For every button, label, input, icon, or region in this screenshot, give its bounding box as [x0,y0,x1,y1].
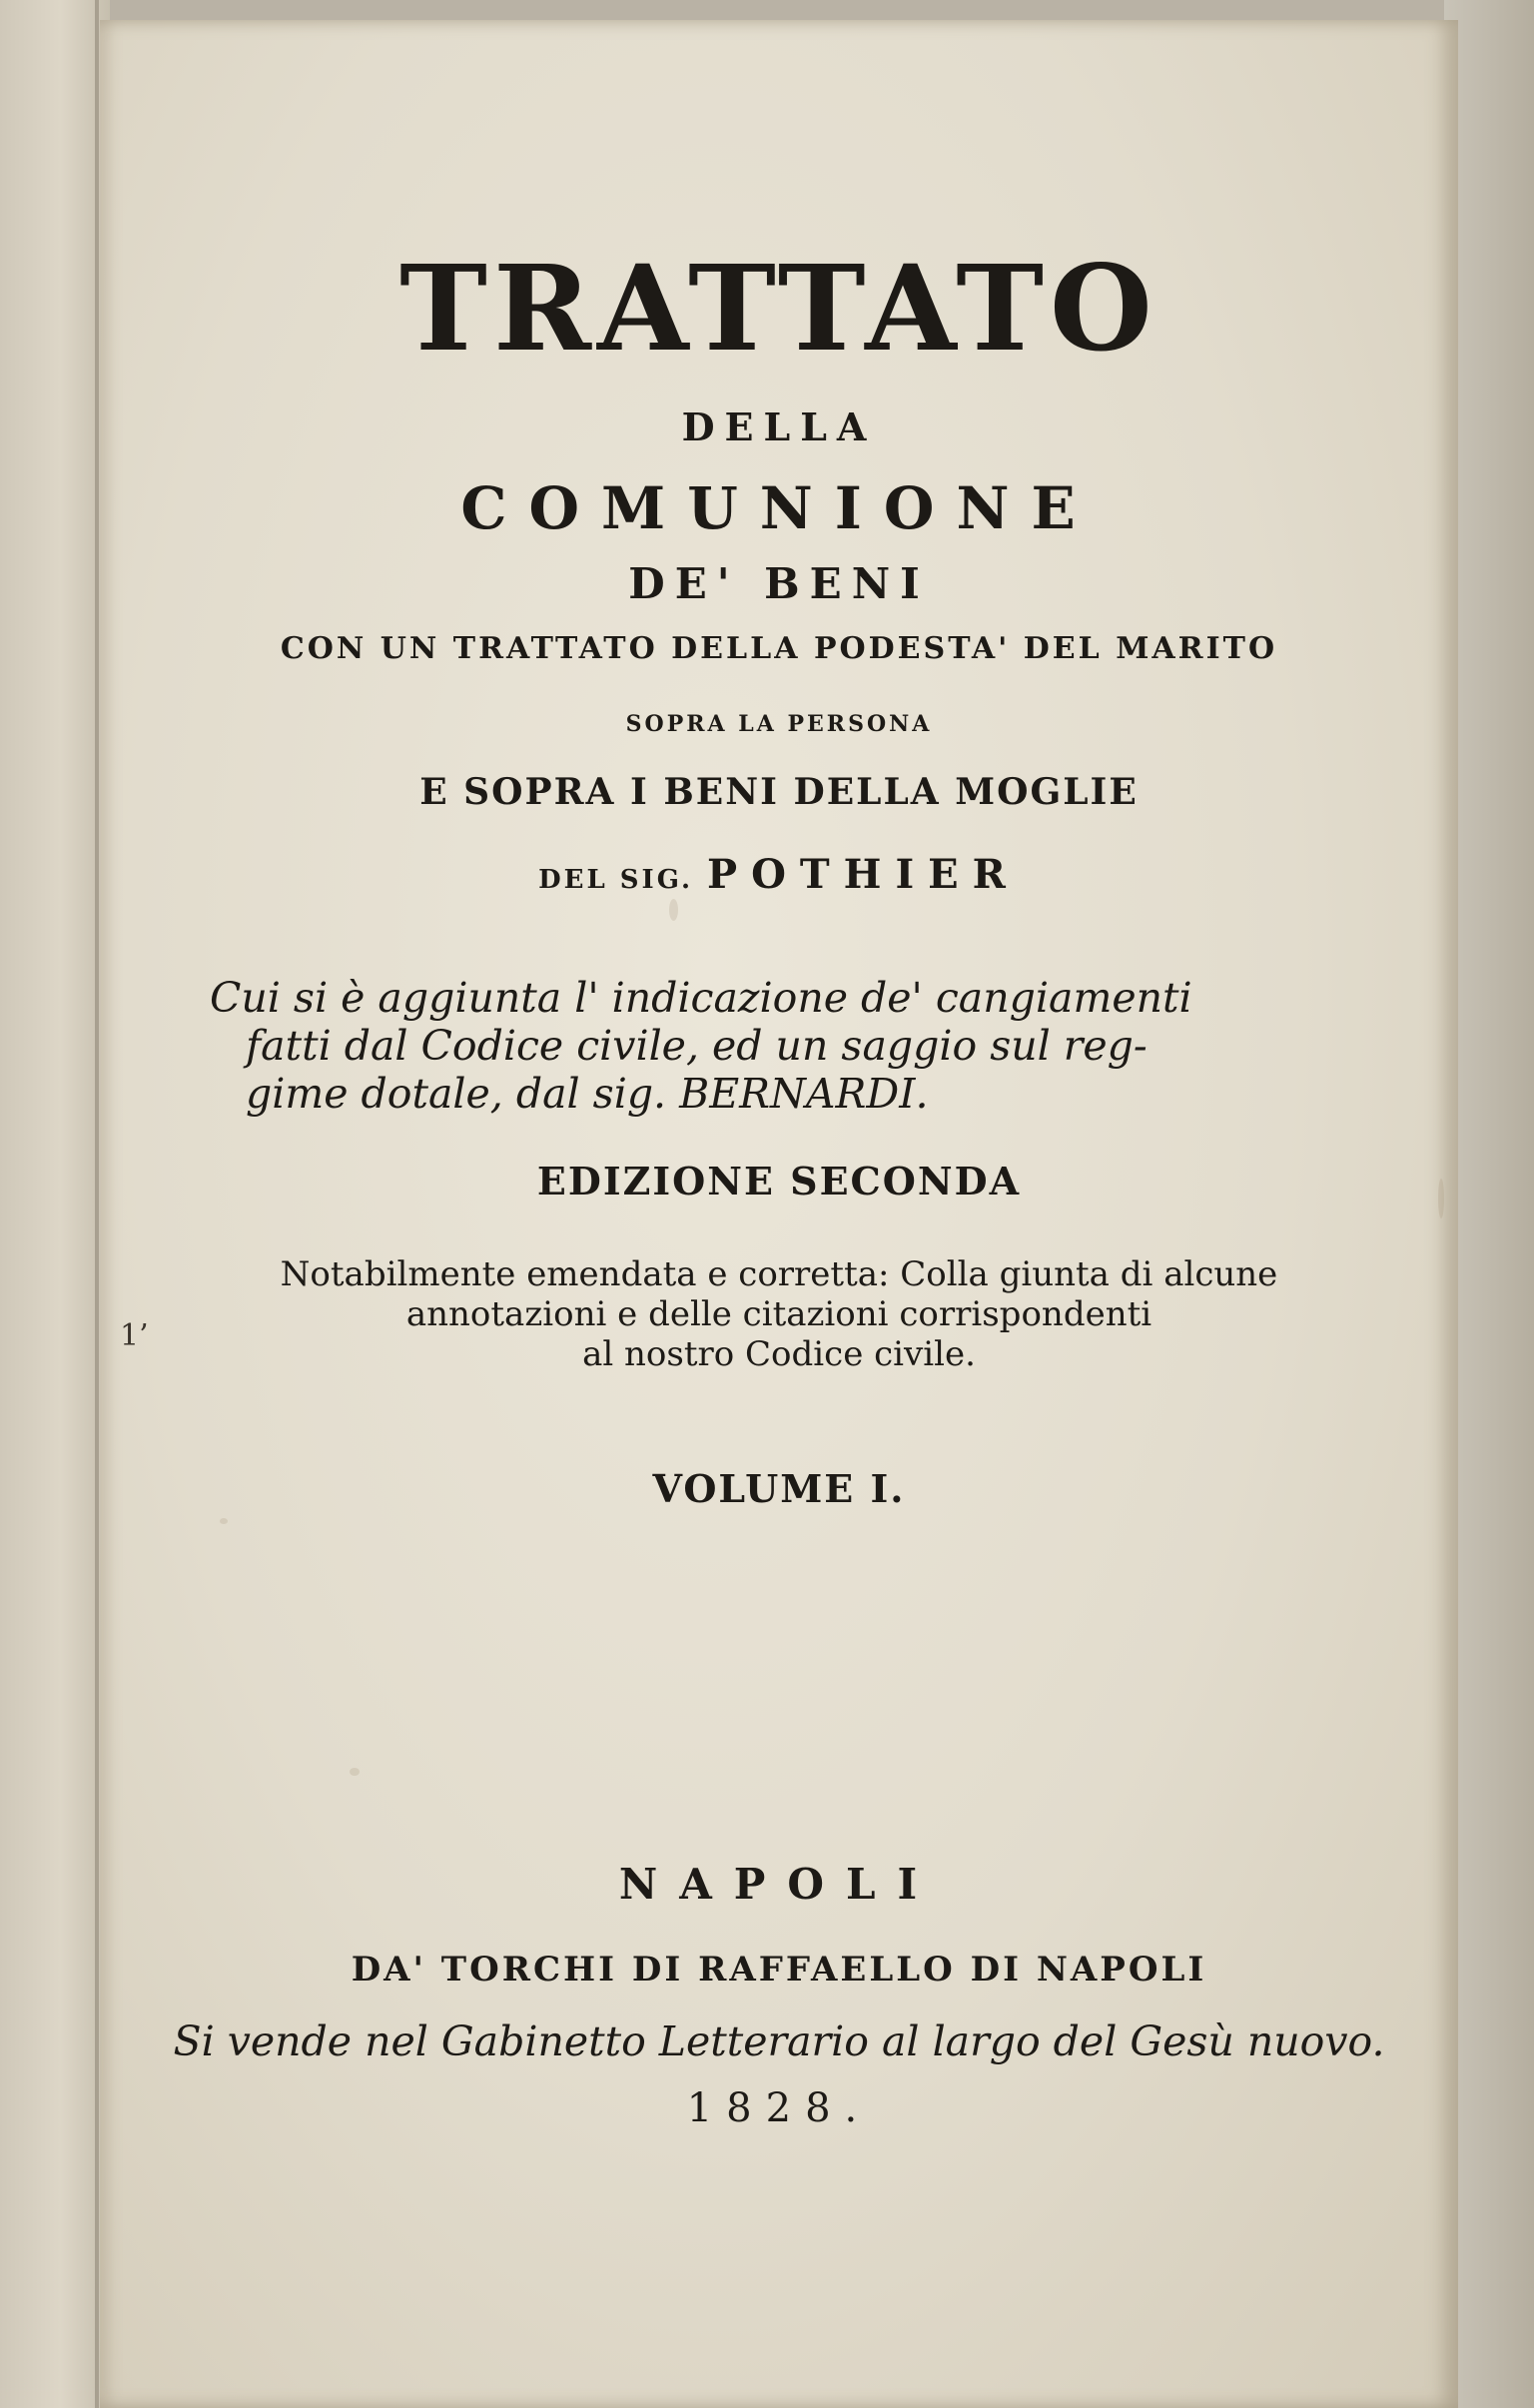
notes-line-3: al nostro Codice civile. [582,1334,976,1374]
additions-paragraph [210,974,1328,1118]
edition: EDIZIONE SECONDA [536,1159,1022,1204]
subtitle-line-2: SOPRA LA PERSONA [625,711,933,737]
subtitle-line-1: CON UN TRATTATO DELLA PODESTA' DEL MARITO [280,631,1278,666]
additions-line-3: gime dotale, dal sig. BERNARDI. [246,1070,929,1118]
page-gutter-line [95,0,99,2408]
foxing-spot [350,1768,360,1776]
additions-line-1: Cui si è aggiunta l' indicazione de' cangiamenti [210,974,1192,1022]
notes-line-2: annotazioni e delle citazioni corrispondenti [405,1294,1152,1334]
volume-number: VOLUME I. [652,1466,906,1511]
imprint-city: NAPOLI [618,1860,940,1909]
notes-line-1: Notabilmente emendata e corretta: Colla giunta di alcune [280,1254,1278,1294]
author-line [100,851,1458,898]
title-comunione: COMUNIONE [460,474,1098,542]
title-debeni: DE' BENI [628,559,930,608]
title-page [100,20,1458,2408]
additions-line-2: fatti dal Codice civile, ed un saggio sul reg- [246,1022,1148,1070]
subtitle-line-3: E SOPRA I BENI DELLA MOGLIE [419,771,1139,813]
adjacent-page-edge [0,0,110,2408]
author-prefix: DEL SIG. [538,865,694,895]
book-title: TRATTATO [399,239,1158,378]
title-della: DELLA [681,404,877,449]
foxing-spot [220,1518,228,1524]
imprint-printer: DA' TORCHI DI RAFFAELLO DI NAPOLI [351,1950,1207,1990]
margin-mark: 1’ [120,1318,149,1353]
author-name: POTHIER [706,851,1020,898]
imprint-seller: Si vende nel Gabinetto Letterario al largo del Gesù nuovo. [173,2017,1385,2065]
foxing-spot [669,899,678,921]
imprint-year: 1828. [686,2085,872,2131]
